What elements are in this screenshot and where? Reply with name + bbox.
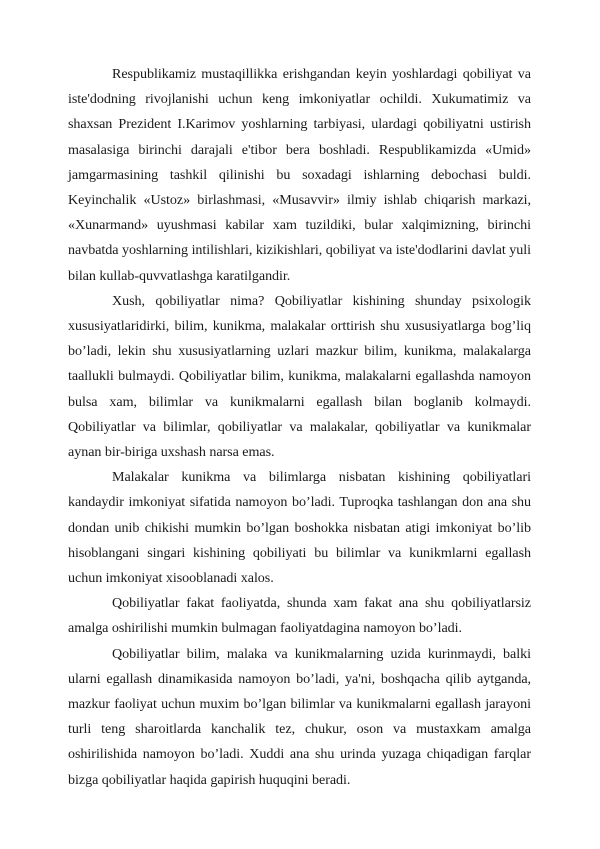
paragraph-dynamics: Qobiliyatlar bilim, malaka va kunikmalarning uzida kurinmaydi, balki ularni egallash dinamikasida namoyon bo’ladi, ya'ni, boshqacha qilib aytganda, mazkur faoliyat uchun muxim bo’lgan bilimlar va kunikmalarni egallash jarayoni turli teng sharoitlarda kanchalik tez, chukur, oson va mustaxkam amalga oshirilishida namoyon bo’ladi. Xuddi ana shu urinda yuzaga chiqadigan farqlar bizga qobiliyatlar haqida gapirish huquqini beradi. bbox=[68, 645, 531, 788]
paragraph-definition: Xush, qobiliyatlar nima? Qobiliyatlar kishining shunday psixologik xususiyatlaridirki, bilim, kunikma, malakalar orttirish shu xususiyatlarga bog’liq bo’ladi, lekin shu xususiyatlarning uzlari mazkur bilim, kunikma, malakalarga taallukli bulmaydi. Qobiliyatlar bilim, kunikma, malakalarni egallashda namoyon bulsa xam, bilimlar va kunikmalarni egallash bilan boglanib kolmaydi. Qobiliyatlar va bilimlar, qobiliyatlar va malakalar, qobiliyatlar va kunikmalar aynan bir-biriga uxshash narsa emas. bbox=[68, 292, 531, 461]
paragraph-activity: Qobiliyatlar fakat faoliyatda, shunda xam fakat ana shu qobiliyatlarsiz amalga oshirilishi mumkin bulmagan faoliyatdagina namoyon bo’ladi. bbox=[68, 595, 531, 637]
paragraph-independence: Respublikamiz mustaqillikka erishgandan keyin yoshlardagi qobiliyat va iste'dodning rivojlanishi uchun keng imkoniyatlar ochildi. Xukumatimiz va shaxsan Prezident I.Karimov yoshlarning tarbiyasi, ulardagi qobiliyatni ustirish masalasiga birinchi darajali e'tibor bera boshladi. Respublikamizda «Umid» jamgarmasining tashkil qilinishi bu soxadagi ishlarning debochasi buldi. Keyinchalik «Ustoz» birlashmasi, «Musavvir» ilmiy ishlab chiqarish markazi, «Xunarmand» uyushmasi kabilar xam tuzildiki, bular xalqimizning, birinchi navbatda yoshlarning intilishlari, kizikishlari, qobiliyat va iste'dodlarini davlat yuli bilan kullab-quvvatlashga karatilgandir. bbox=[68, 66, 531, 284]
paragraph-possibility: Malakalar kunikma va bilimlarga nisbatan kishining qobiliyatlari kandaydir imkoniyat sifatida namoyon bo’ladi. Tuproqka tashlangan don ana shu dondan unib chikishi mumkin bo’lgan boshokka nisbatan atigi imkoniyat bo’lib hisoblangani singari kishining qobiliyati bu bilimlar va kunikmlarni egallash uchun imkoniyat xisooblanadi xalos. bbox=[68, 469, 531, 587]
